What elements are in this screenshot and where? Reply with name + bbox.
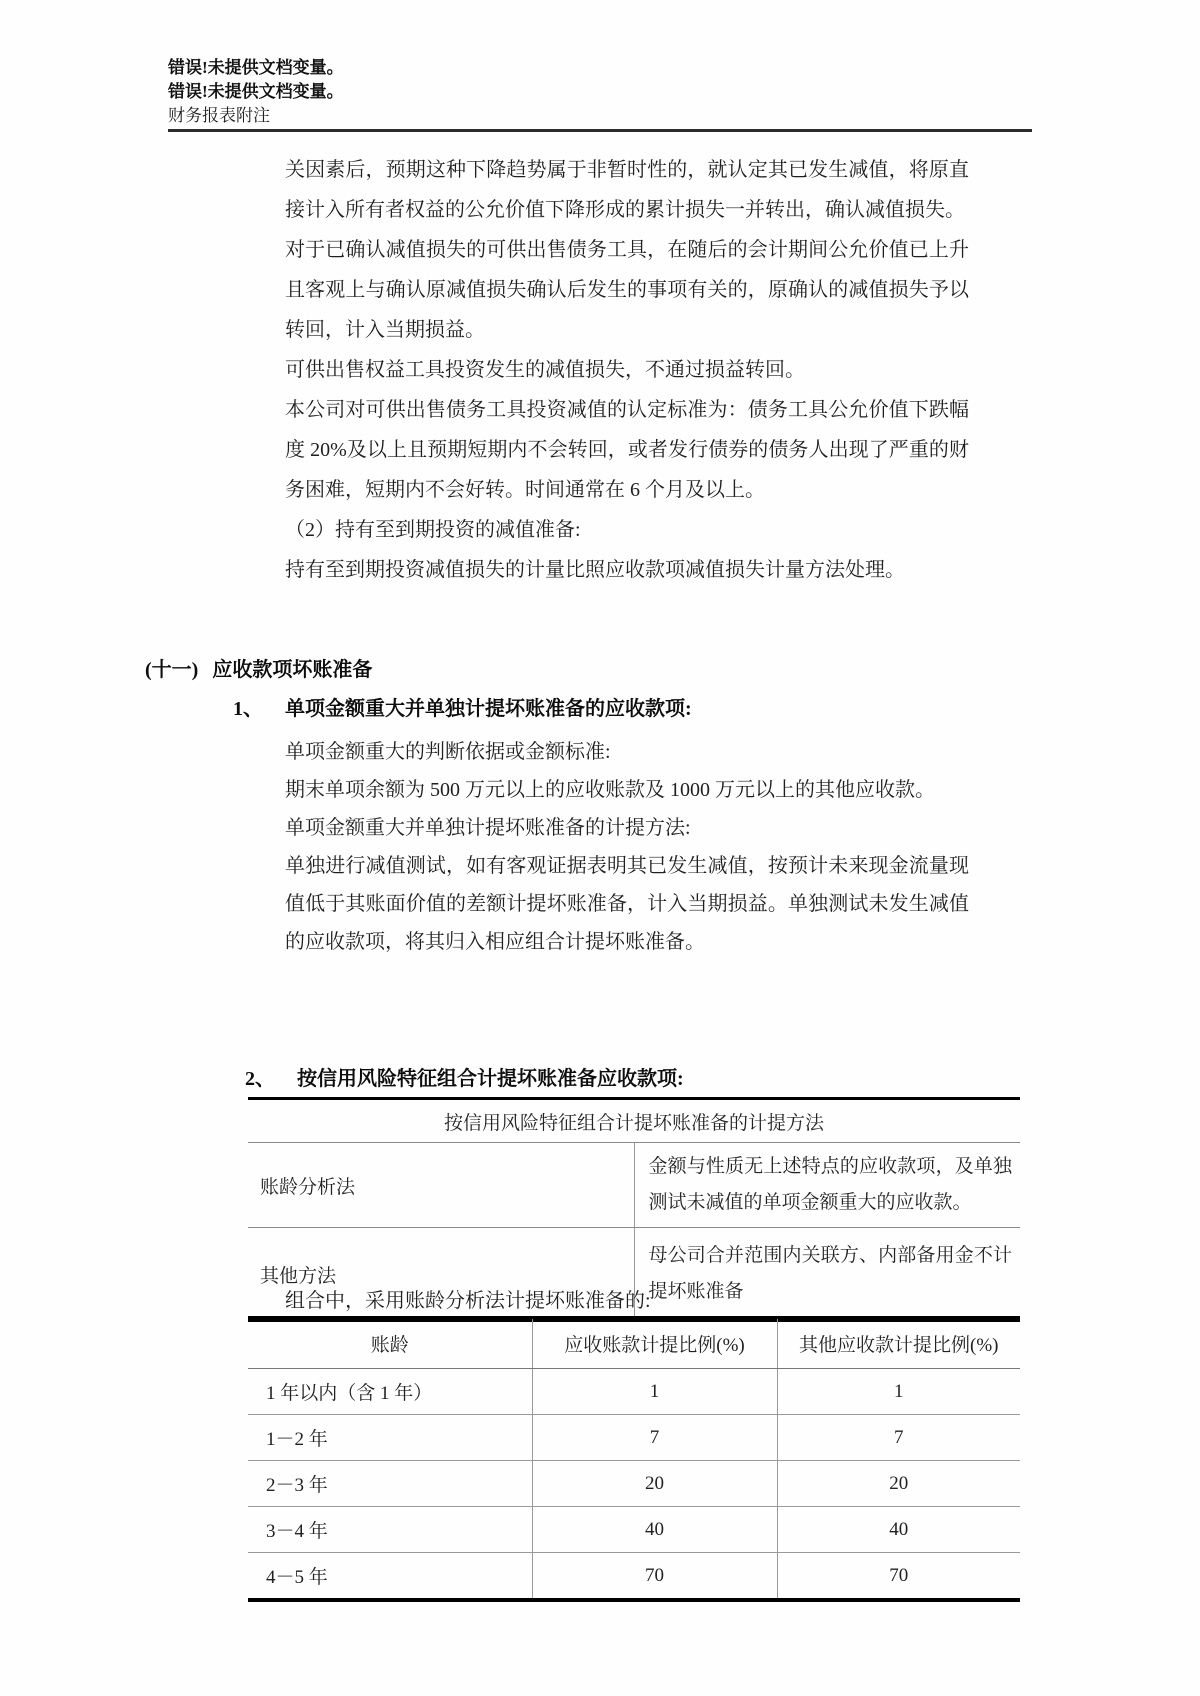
- document-header: [168, 56, 344, 128]
- table-row: [248, 1461, 1020, 1507]
- age-band-cell: 3－4 年: [248, 1507, 532, 1553]
- paragraph-held-to-maturity-measure: 持有至到期投资减值损失的计量比照应收款项减值损失计量方法处理。: [285, 559, 905, 581]
- other-pct-cell: 7: [777, 1415, 1020, 1461]
- item-2-number: 2、: [245, 1068, 275, 1090]
- other-pct-cell: 70: [777, 1553, 1020, 1601]
- receivable-pct-cell: 7: [532, 1415, 777, 1461]
- paragraph-impairment-carryover: 关因素后，预期这种下降趋势属于非暂时性的，就认定其已发生减值，将原直接计入所有者权益的公允价值下降形成的累计损失一并转出，确认减值损失。: [285, 159, 969, 221]
- header-error-line-1: 错误!未提供文档变量。: [168, 58, 344, 77]
- paragraph-held-to-maturity-heading: （2）持有至到期投资的减值准备:: [285, 519, 581, 541]
- age-band-cell: 1 年以内（含 1 年）: [248, 1369, 532, 1415]
- item-2-heading: [245, 1064, 684, 1094]
- item-1-block: [233, 694, 969, 961]
- item-1-body: [285, 733, 969, 961]
- aging-method-note: 组合中，采用账龄分析法计提坏账准备的:: [285, 1290, 651, 1312]
- table-row: [248, 1369, 1020, 1415]
- item-1-paragraph-basis: 单项金额重大的判断依据或金额标准:: [285, 741, 611, 763]
- aging-provision-table: [248, 1316, 1020, 1602]
- provision-method-table-caption: 按信用风险特征组合计提坏账准备的计提方法: [248, 1099, 1020, 1143]
- table-row: [248, 1553, 1020, 1601]
- intro-paragraphs: [285, 150, 969, 590]
- section-11-title: 应收款项坏账准备: [212, 659, 373, 681]
- paragraph-impairment-criteria: 本公司对可供出售债务工具投资减值的认定标准为：债务工具公允价值下跌幅度 20%及以上且预期短期内不会转回，或者发行债券的债务人出现了严重的财务困难，短期内不会好转。时间通常在 6 个月及以上。: [285, 399, 969, 501]
- receivable-pct-cell: 20: [532, 1461, 777, 1507]
- aging-table-header-row: [248, 1318, 1020, 1369]
- item-1-paragraph-method-label: 单项金额重大并单独计提坏账准备的计提方法:: [285, 817, 691, 839]
- header-error-line-2: 错误!未提供文档变量。: [168, 82, 344, 101]
- age-band-cell: 2－3 年: [248, 1461, 532, 1507]
- paragraph-debt-instrument-reversal: 对于已确认减值损失的可供出售债务工具，在随后的会计期间公允价值已上升且客观上与确认原减值损失确认后发生的事项有关的，原确认的减值损失予以转回，计入当期损益。: [285, 239, 969, 341]
- item-2-title: 按信用风险特征组合计提坏账准备应收款项:: [297, 1068, 684, 1090]
- item-1-title: 单项金额重大并单独计提坏账准备的应收款项:: [285, 698, 692, 720]
- section-11-number: (十一): [145, 659, 199, 681]
- age-band-cell: 1－2 年: [248, 1415, 532, 1461]
- receivable-pct-cell: 1: [532, 1369, 777, 1415]
- method-description-cell: 母公司合并范围内关联方、内部备用金不计提坏账准备: [634, 1228, 1020, 1321]
- aging-header-cell: 账龄: [248, 1318, 532, 1369]
- other-pct-cell: 40: [777, 1507, 1020, 1553]
- item-1-number: 1、: [233, 698, 263, 720]
- receivable-pct-cell: 70: [532, 1553, 777, 1601]
- paragraph-equity-instrument-no-reversal: 可供出售权益工具投资发生的减值损失，不通过损益转回。: [285, 359, 805, 381]
- receivable-pct-cell: 40: [532, 1507, 777, 1553]
- method-name-cell: 其他方法: [260, 1265, 337, 1287]
- age-band-cell: 4－5 年: [266, 1567, 328, 1588]
- method-description-cell: 金额与性质无上述特点的应收款项，及单独测试未减值的单项金额重大的应收款。: [634, 1143, 1020, 1228]
- receivable-pct-header-cell: 应收账款计提比例(%): [532, 1318, 777, 1369]
- table-row: [248, 1415, 1020, 1461]
- header-doc-title: 财务报表附注: [168, 106, 270, 125]
- table-row: [248, 1143, 1020, 1228]
- other-pct-header-cell: 其他应收款计提比例(%): [777, 1318, 1020, 1369]
- table-row: [248, 1507, 1020, 1553]
- header-divider: [168, 129, 1032, 132]
- method-name-cell: 账龄分析法: [248, 1143, 634, 1228]
- item-1-paragraph-threshold: 期末单项余额为 500 万元以上的应收账款及 1000 万元以上的其他应收款。: [285, 779, 935, 801]
- other-pct-cell: 1: [777, 1369, 1020, 1415]
- table-caption-row: [248, 1099, 1020, 1143]
- section-11-heading: [145, 653, 372, 682]
- item-1-paragraph-method-detail: 单独进行减值测试，如有客观证据表明其已发生减值，按预计未来现金流量现值低于其账面价值的差额计提坏账准备，计入当期损益。单独测试未发生减值的应收款项，将其归入相应组合计提坏账准备。: [285, 855, 969, 953]
- item-1-heading: [233, 694, 969, 724]
- other-pct-cell: 20: [777, 1461, 1020, 1507]
